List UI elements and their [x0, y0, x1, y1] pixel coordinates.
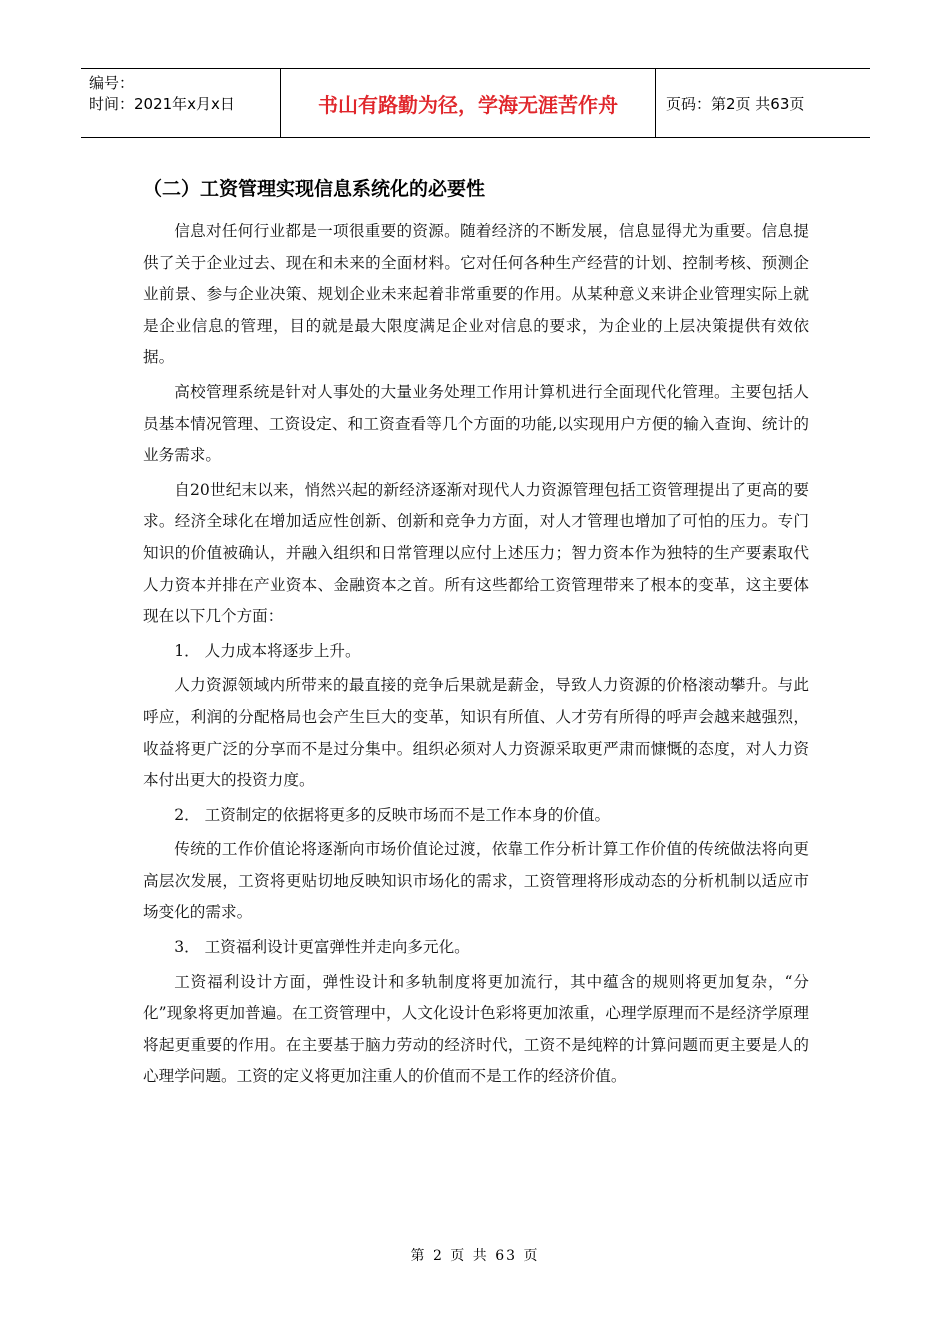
paragraph-system-overview: 高校管理系统是针对人事处的大量业务处理工作用计算机进行全面现代化管理。主要包括人员基本情况管理、工资设定、和工资查看等几个方面的功能,以实现用户方便的输入查询、统计的业务需求。	[143, 382, 809, 465]
paragraph-new-economy: 自20世纪末以来，悄然兴起的新经济逐渐对现代人力资源管理包括工资管理提出了更高的要求。经济全球化在增加适应性创新、创新和竞争力方面，对人才管理也增加了可怕的压力。专门知识的价值被确认，并融入组织和日常管理以应付上述压力；智力资本作为独特的生产要素取代人力资本并排在产业资本、金融资本之首。所有这些都给工资管理带来了根本的变革，这主要体现在以下几个方面：	[143, 480, 809, 626]
page-header	[81, 68, 870, 138]
header-page-info: 页码：第2页 共63页	[666, 94, 805, 113]
page-footer: 第 2 页 共 63 页	[410, 1248, 540, 1264]
paragraph-welfare-design: 工资福利设计方面，弹性设计和多轨制度将更加流行，其中蕴含的规则将更加复杂，“分化”现象将更加普遍。在工资管理中，人文化设计色彩将更加浓重，心理学原理而不是经济学原理将起更重要的作用。在主要基于脑力劳动的经济时代，工资不是纯粹的计算问题而更主要是人的心理学问题。工资的定义将更加注重人的价值而不是工作的经济价值。	[143, 972, 809, 1086]
document-time: 时间：2021年x月x日	[89, 95, 235, 113]
paragraph-labor-cost: 人力资源领域内所带来的最直接的竞争后果就是薪金，导致人力资源的价格滚动攀升。与此呼应，利润的分配格局也会产生巨大的变革，知识有所值、人才劳有所得的呼声会越来越强烈，收益将更广泛的分享而不是过分集中。组织必须对人力资源采取更严肃而慷慨的态度，对人力资本付出更大的投资力度。	[143, 676, 809, 790]
list-item-1: 1． 人力成本将逐步上升。	[174, 641, 361, 660]
body-content	[143, 216, 809, 1096]
header-meta	[81, 69, 281, 137]
section-title: （二）工资管理实现信息系统化的必要性	[143, 178, 486, 200]
paragraph-market-value: 传统的工作价值论将逐渐向市场价值论过渡，依靠工作分析计算工作价值的传统做法将向更高层次发展，工资将更贴切地反映知识市场化的需求，工资管理将形成动态的分析机制以适应市场变化的需求。	[143, 840, 809, 922]
list-item-3: 3． 工资福利设计更富弹性并走向多元化。	[174, 938, 470, 957]
list-item-2: 2． 工资制定的依据将更多的反映市场而不是工作本身的价值。	[174, 805, 611, 824]
header-motto: 书山有路勤为径，学海无涯苦作舟	[281, 69, 656, 137]
document-code-label: 编号：	[89, 74, 135, 92]
paragraph-info-importance: 信息对任何行业都是一项很重要的资源。随着经济的不断发展，信息显得尤为重要。信息提供了关于企业过去、现在和未来的全面材料。它对任何各种生产经营的计划、控制考核、预测企业前景、参与企业决策、规划企业未来起着非常重要的作用。从某种意义来讲企业管理实际上就是企业信息的管理，目的就是最大限度满足企业对信息的要求，为企业的上层决策提供有效依据。	[143, 222, 809, 367]
